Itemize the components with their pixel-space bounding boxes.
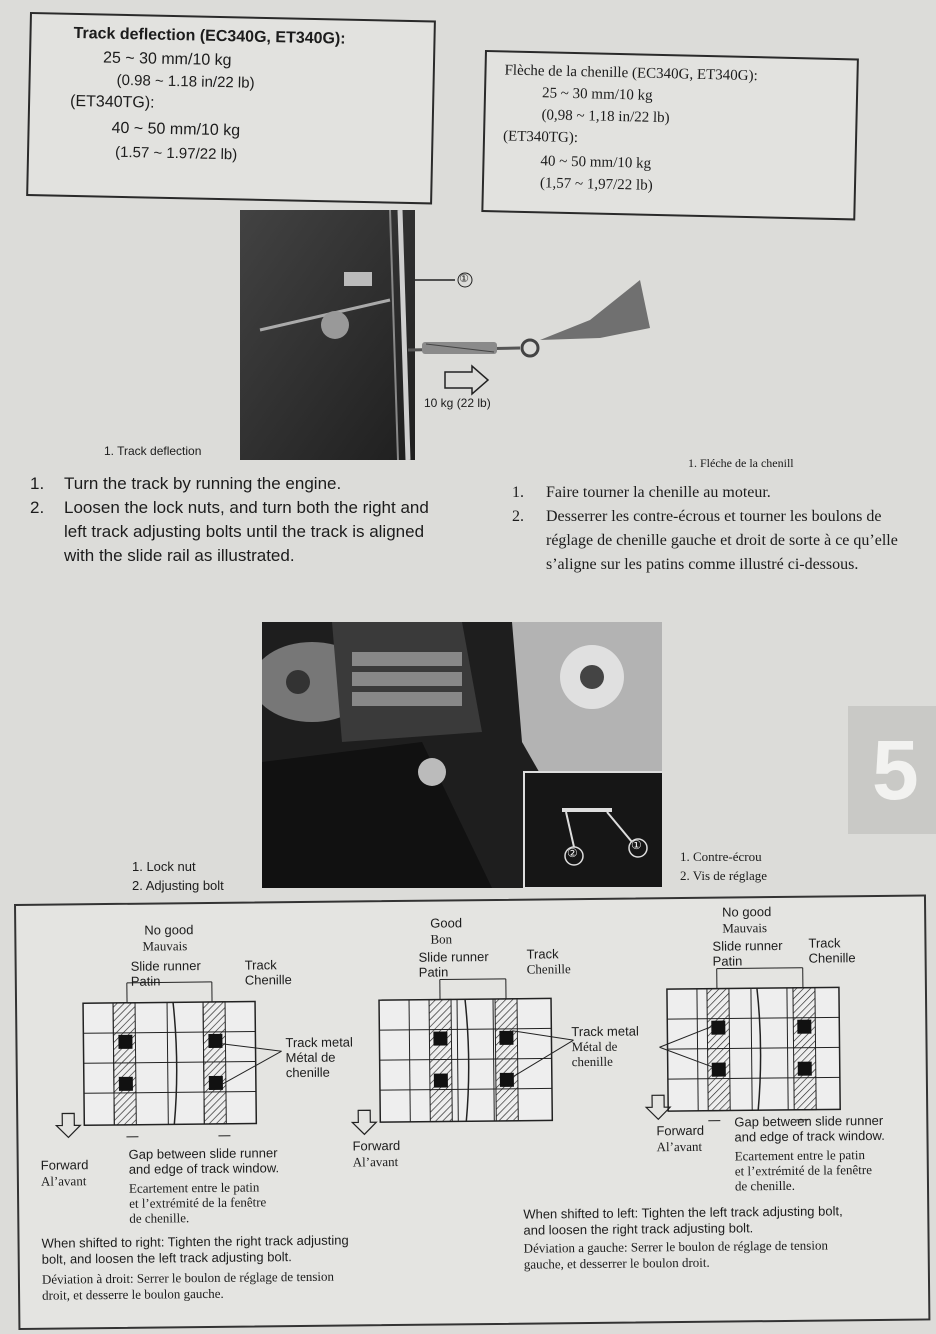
section-tab [848,706,936,834]
track-label: Track [244,957,277,973]
track-grid-middle [351,978,575,1134]
instruction-note: Déviation a gauche: Serrer le boulon de réglage de tension [523,1237,829,1256]
instruction-note: droit, et desserre le boulon gauche. [42,1285,224,1303]
step-number: 2. [512,508,524,525]
callout-number: ① [459,273,469,285]
track-label: Track [808,935,841,951]
spec-value: 40 ~ 50 mm/10 kg [111,119,241,140]
spec-value: 25 ~ 30 mm/10 kg [102,49,232,70]
track-metal-label: Track metal [571,1023,639,1040]
forward-label: Forward [656,1122,705,1139]
spec-box-french [481,50,859,220]
slide-runner-label: Slide runner [418,949,489,965]
track-grid-right [645,967,841,1121]
forward-label: Forward [352,1137,401,1154]
gap-label: de chenille. [129,1210,190,1226]
track-metal-label: Métal de [571,1038,618,1055]
slide-runner-label: Patin [418,964,449,980]
force-label: 10 kg (22 lb) [424,396,491,410]
spec-value: (0.98 ~ 1.18 in/22 lb) [116,71,255,92]
track-metal-label: chenille [285,1064,330,1081]
section-number: 5 [872,723,919,817]
instruction-note: and loosen the right track adjusting bolt. [523,1220,754,1238]
step-text: Faire tourner la chenille au moteur. [546,484,771,501]
callout-number: ② [567,846,578,860]
adjusting-bolt-photo [262,622,662,888]
forward-label: Al’avant [40,1173,87,1189]
gap-label: et l’extrémité de la fenêtre [129,1194,267,1211]
instruction-note: Déviation à droit: Serrer le boulon de réglage de tension [41,1268,335,1287]
gap-label: and edge of track window. [734,1127,885,1145]
callout-number: ① [631,838,642,852]
gap-label: et l’extrémité de la fenêtre [734,1162,873,1179]
instruction-note: When shifted to right: Tighten the right track adjusting [41,1232,349,1251]
photo-caption: 1. Contre-écrou [680,849,762,864]
instruction-note: gauche, et desserrer le boulon droit. [523,1254,710,1272]
track-deflection-photo [240,210,660,460]
slide-runner-label: Slide runner [712,937,783,954]
spec-value: (0,98 ~ 1,18 in/22 lb) [541,107,670,127]
status-label: Good [430,915,463,931]
step-item [30,496,450,568]
track-label: Chenille [526,961,571,977]
spec-title: Track deflection (EC340G, ET340G): [73,24,346,48]
track-alignment-diagram [14,894,930,1330]
spec-box-english [26,12,436,204]
gap-label: de chenille. [734,1177,795,1194]
track-label: Track [526,946,559,962]
photo-caption: 1. Fléche de la chenill [688,456,794,470]
step-item [30,472,450,496]
track-grid-left [55,981,283,1137]
spec-model: (ET340TG): [69,92,155,112]
forward-label: Al’avant [656,1138,703,1155]
gap-label: Gap between slide runner [128,1145,278,1162]
steps-english [30,472,450,568]
instruction-note: bolt, and loosen the left track adjusting bolt. [41,1249,292,1267]
step-text: Turn the track by running the engine. [64,474,342,493]
status-label: Mauvais [722,920,768,936]
step-number: 1. [512,484,524,501]
step-item [512,505,902,577]
steps-french [512,481,902,577]
track-metal-label: chenille [571,1053,613,1070]
step-number: 2. [30,498,45,517]
status-label: Mauvais [142,938,188,954]
gap-label: Ecartement entre le patin [734,1147,866,1164]
step-item [512,481,902,505]
status-label: No good [722,904,772,920]
track-metal-label: Track metal [285,1034,353,1051]
spec-value: 25 ~ 30 mm/10 kg [541,85,653,104]
slide-runner-label: Patin [712,953,743,969]
forward-label: Al’avant [352,1153,399,1170]
track-metal-label: Métal de [285,1049,336,1066]
slide-runner-label: Patin [130,973,161,989]
photo-caption: 1. Track deflection [104,444,202,458]
gap-label: and edge of track window. [128,1160,280,1177]
gap-label: Ecartement entre le patin [128,1179,260,1196]
photo-caption: 1. Lock nut [132,859,196,874]
spec-value: 40 ~ 50 mm/10 kg [540,153,652,172]
step-number: 1. [30,474,45,493]
status-label: No good [144,922,194,938]
spec-model: (ET340TG): [502,128,579,147]
forward-label: Forward [40,1157,89,1173]
photo-caption: 2. Adjusting bolt [132,878,224,893]
instruction-note: When shifted to left: Tighten the left track adjusting bolt, [523,1203,843,1222]
gap-label: Gap between slide runner [734,1112,884,1130]
step-text: Desserrer les contre-écrous et tourner les boulons de réglage de chenille gauche et droit de sorte à ce qu’elle s’aligne sur les patins comme illustré ci-dessous. [546,508,898,573]
track-label: Chenille [244,972,292,988]
status-label: Bon [430,931,453,947]
slide-runner-label: Slide runner [130,958,201,974]
step-text: Loosen the lock nuts, and turn both the right and left track adjusting bolts until the track is aligned with the slide rail as illustrated. [64,498,429,565]
spec-value: (1.57 ~ 1.97/22 lb) [114,143,238,164]
photo-caption: 2. Vis de réglage [680,868,768,883]
track-label: Chenille [808,950,856,966]
spec-value: (1,57 ~ 1,97/22 lb) [539,175,653,194]
spec-title: Flèche de la chenille (EC340G, ET340G): [504,62,758,85]
